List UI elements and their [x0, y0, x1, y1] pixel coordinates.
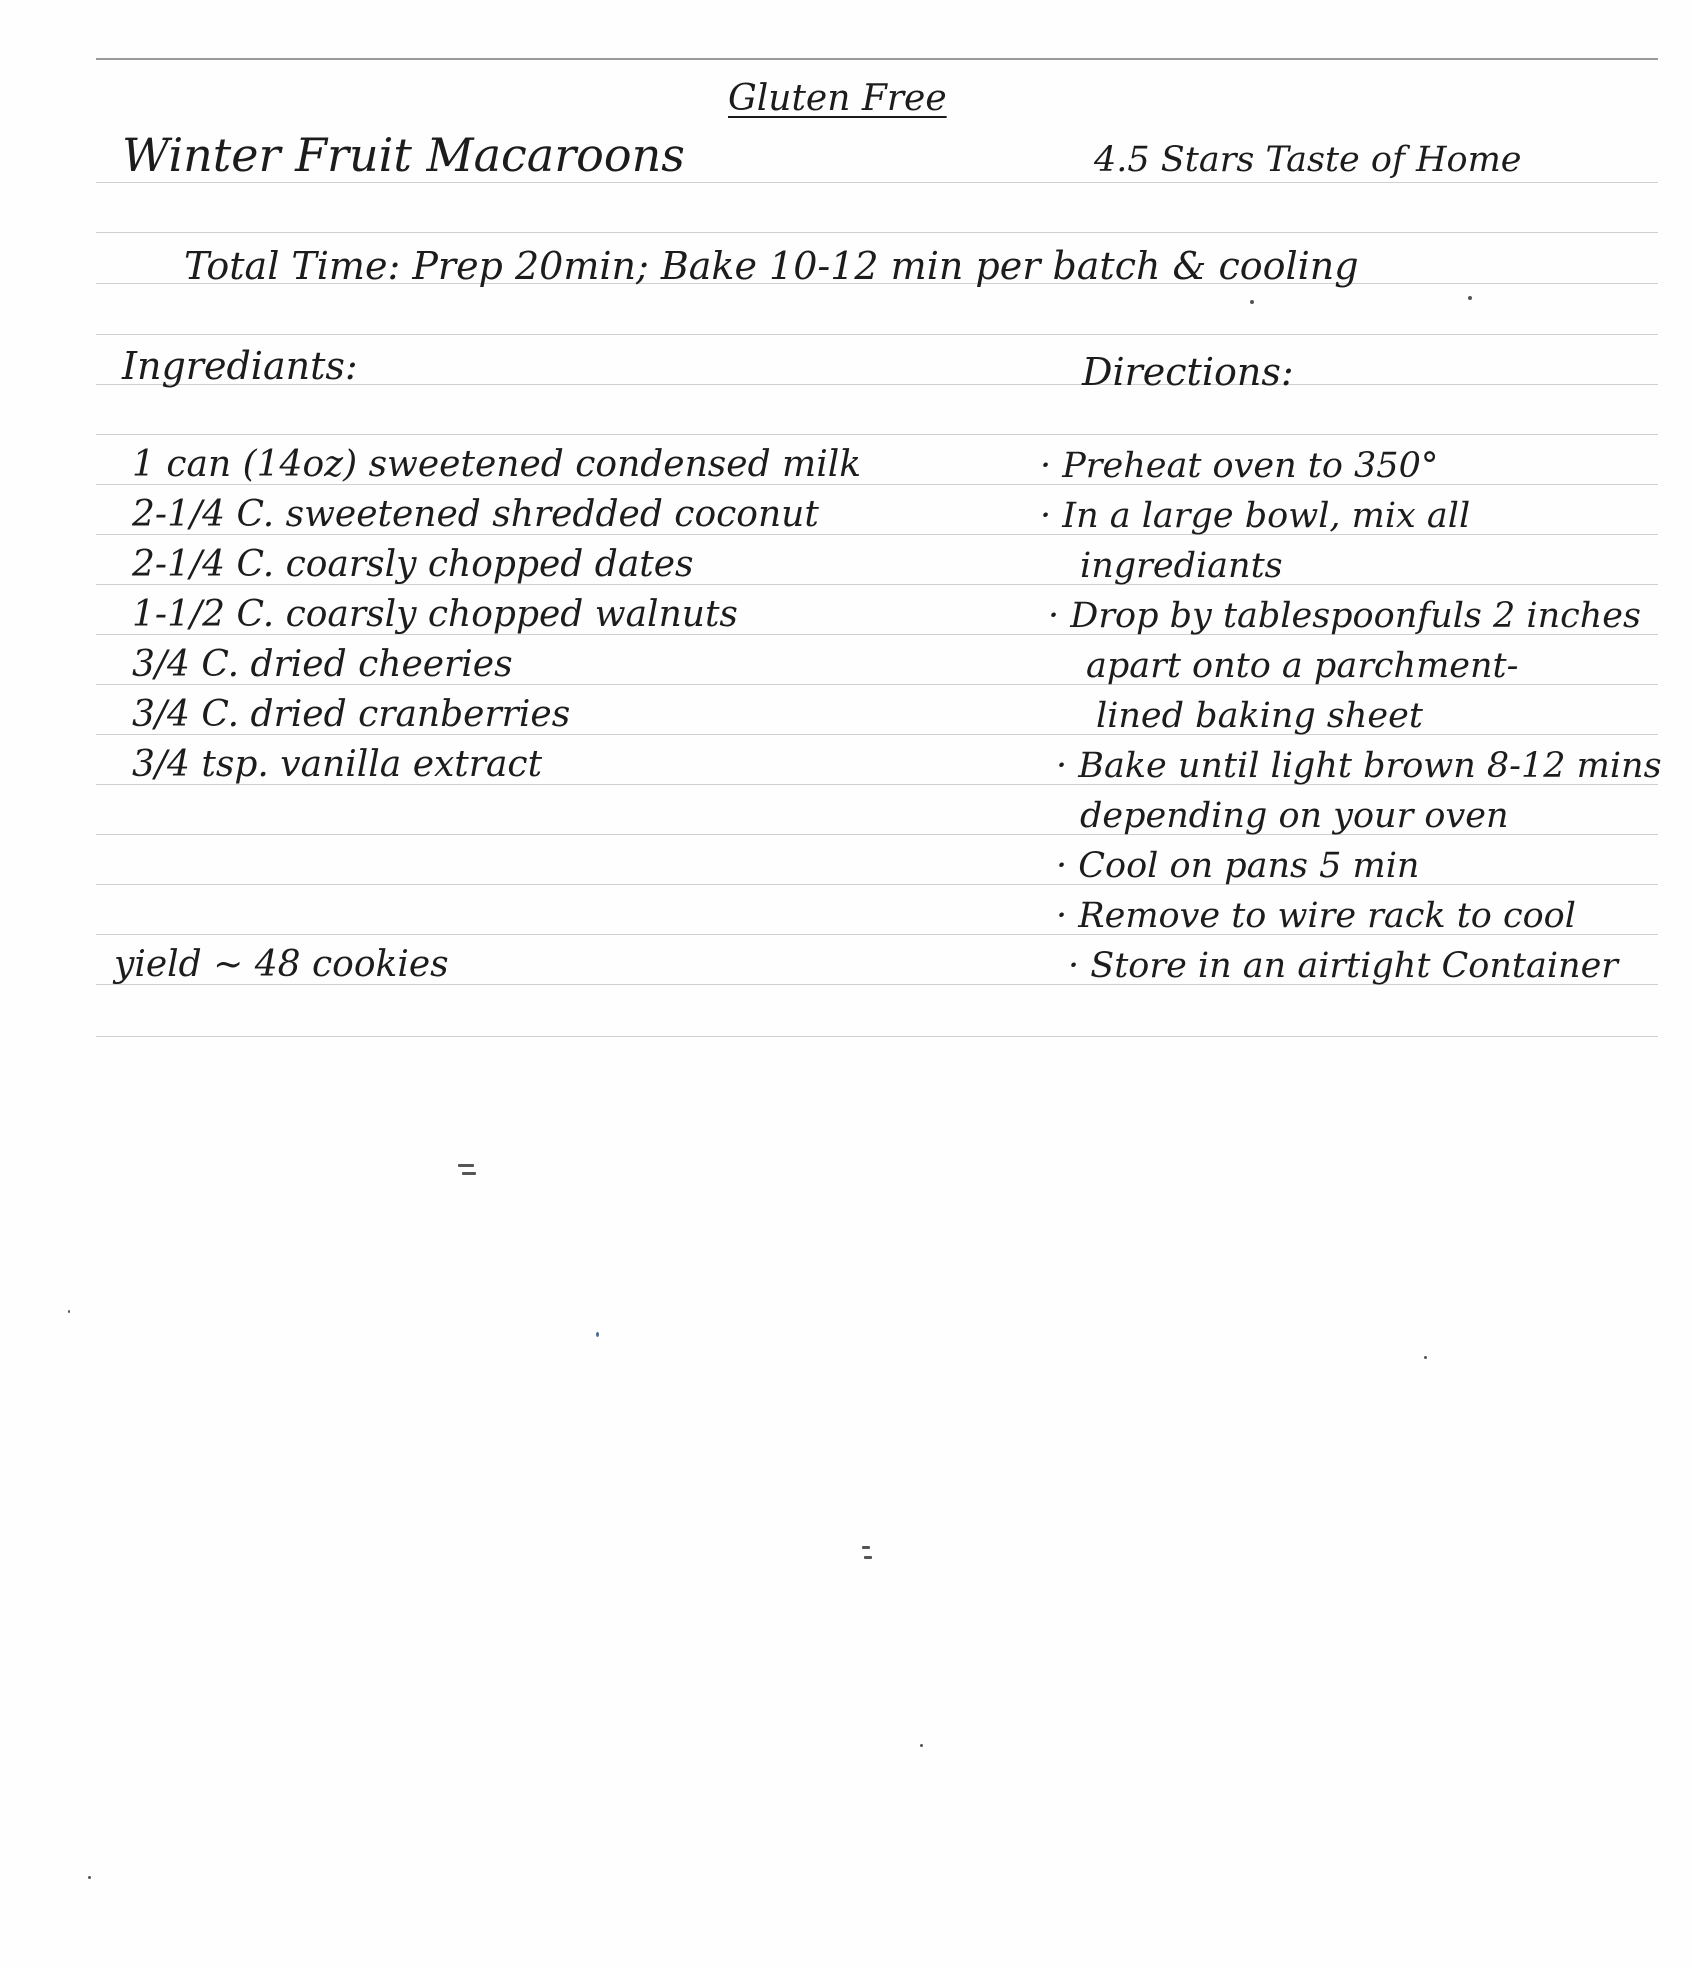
ruled-line [96, 1036, 1658, 1037]
ruled-line [96, 884, 1658, 885]
direction-step: · Bake until light brown 8-12 mins [1056, 746, 1662, 786]
ingredient-item: 3/4 tsp. vanilla extract [132, 744, 543, 785]
ingredient-item: 1-1/2 C. coarsly chopped walnuts [132, 594, 738, 635]
direction-step-continued: apart onto a parchment- [1086, 646, 1519, 686]
scan-speck [68, 1310, 70, 1313]
scan-speck [596, 1332, 599, 1337]
direction-step-continued: lined baking sheet [1096, 696, 1423, 736]
card-top-rule [96, 58, 1658, 60]
direction-step-continued: depending on your oven [1080, 796, 1509, 836]
ingredient-item: 2-1/4 C. coarsly chopped dates [132, 544, 694, 585]
scan-speck [462, 1172, 476, 1175]
scan-speck [1468, 296, 1472, 300]
ingredient-item: 1 can (14oz) sweetened condensed milk [132, 444, 862, 485]
direction-step: · Store in an airtight Container [1068, 946, 1619, 986]
ingredient-item: 3/4 C. dried cheeries [132, 644, 513, 685]
recipe-yield: yield ~ 48 cookies [114, 944, 449, 985]
scan-speck [1424, 1356, 1427, 1359]
direction-step-continued: ingrediants [1080, 546, 1283, 586]
directions-heading: Directions: [1082, 350, 1294, 394]
ruled-line [96, 232, 1658, 233]
scan-speck [920, 1744, 923, 1747]
scan-speck [458, 1164, 474, 1167]
ingredients-heading: Ingrediants: [122, 344, 358, 388]
direction-step: · Cool on pans 5 min [1056, 846, 1420, 886]
total-time: Total Time: Prep 20min; Bake 10-12 min per batch & cooling [184, 244, 1359, 288]
scan-speck [862, 1546, 870, 1549]
direction-step: · Preheat oven to 350° [1040, 446, 1439, 486]
scan-speck [1250, 300, 1254, 304]
direction-step: · In a large bowl, mix all [1040, 496, 1471, 536]
ruled-line [96, 182, 1658, 183]
scan-speck [88, 1876, 91, 1879]
ingredient-item: 3/4 C. dried cranberries [132, 694, 571, 735]
direction-step: · Remove to wire rack to cool [1056, 896, 1576, 936]
recipe-rating-source: 4.5 Stars Taste of Home [1094, 140, 1522, 180]
recipe-title: Winter Fruit Macaroons [122, 128, 685, 182]
scan-speck [864, 1556, 872, 1559]
gluten-free-tag: Gluten Free [728, 78, 947, 119]
ingredient-item: 2-1/4 C. sweetened shredded coconut [132, 494, 819, 535]
ruled-line [96, 434, 1658, 435]
direction-step: · Drop by tablespoonfuls 2 inches [1048, 596, 1641, 636]
ruled-line [96, 334, 1658, 335]
